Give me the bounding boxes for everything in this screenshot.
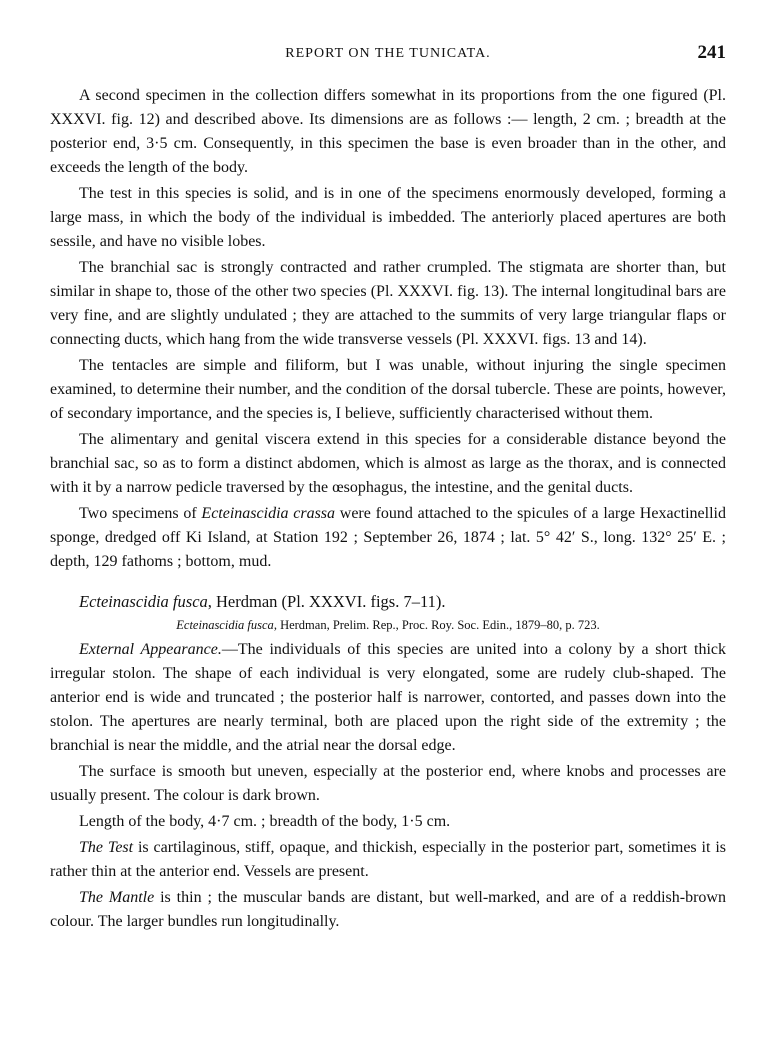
- description-paragraph: [50, 760, 726, 808]
- paragraph: The branchial sac is strongly contracted and rather crumpled. The stigmata are shorter than, but similar in shape to, those of the other two species (Pl. XXXVI. fig. 13). The internal longitudinal bars are very fine, and are slightly undulated ; they are attached to the summits of very large triangular flaps or connecting ducts, which hang from the wide transverse vessels (Pl. XXXVI. figs. 13 and 14).: [50, 259, 726, 348]
- section-label: The Test: [79, 839, 134, 856]
- description-text: is thin ; the muscular bands are distant, but well-marked, and are of a reddish-brown colour. The larger bundles run longitudinally.: [50, 889, 726, 930]
- running-title: REPORT ON THE TUNICATA.: [285, 46, 491, 61]
- species-heading: [79, 590, 726, 614]
- description-text: is cartilaginous, stiff, opaque, and thickish, especially in the posterior part, sometimes it is rather thin at the anterior end. Vessels are present.: [50, 839, 726, 880]
- page-header: [50, 40, 726, 68]
- description-paragraph: [50, 836, 726, 884]
- paragraph: The test in this species is solid, and is in one of the specimens enormously developed, forming a large mass, in which the body of the individual is imbedded. The anteriorly placed apertures are both sessile, and have no visible lobes.: [50, 185, 726, 250]
- section-label: The Mantle: [79, 889, 155, 906]
- species-heading-name: Ecteinascidia fusca: [79, 592, 208, 611]
- species-reference: [50, 616, 726, 634]
- section-label: External Appearance.: [79, 641, 222, 658]
- description-text: —The individuals of this species are united into a colony by a short thick irregular stolon. The shape of each individual is very elongated, some are rudely club-shaped. The anterior end is wide and truncated ; the posterior half is narrower, contorted, and passes down into the stolon. The apertures are nearly terminal, both are placed upon the right side of the extremity ; the branchial is near the middle, and the atrial near the dorsal edge.: [50, 641, 727, 754]
- description-paragraph: [50, 638, 726, 758]
- description-paragraph: [50, 886, 726, 934]
- page-number: 241: [697, 42, 726, 63]
- body-text: [50, 84, 726, 936]
- species-name: Ecteinascidia crassa: [201, 505, 336, 522]
- station-suffix: were found attached to the spicules of a large Hexactinellid sponge, dredged off Ki Island, at Station 192 ; September 26, 1874 ; lat. 5° 42′ S., long. 132° 25′ E. ; depth, 129 fathoms ; bottom, mud.: [50, 505, 726, 570]
- paragraph: The tentacles are simple and filiform, but I was unable, without injuring the single specimen examined, to determine their number, and the condition of the dorsal tubercle. These are points, however, of secondary importance, and the species is, I believe, sufficiently characterised without them.: [50, 357, 726, 422]
- species-reference-citation: , Herdman, Prelim. Rep., Proc. Roy. Soc. Edin., 1879–80, p. 723.: [273, 618, 600, 632]
- station-paragraph: [50, 502, 726, 574]
- paragraph: A second specimen in the collection differs somewhat in its proportions from the one figured (Pl. XXXVI. fig. 12) and described above. Its dimensions are as follows :— length, 2 cm. ; breadth at the posterior end, 3·5 cm. Consequently, in this specimen the base is even broader than in the other, and exceeds the length of the body.: [50, 87, 726, 176]
- description-paragraph: [50, 810, 726, 834]
- species-reference-name: Ecteinascidia fusca: [176, 618, 274, 632]
- station-prefix: Two specimens of: [79, 505, 202, 522]
- paragraph: The alimentary and genital viscera extend in this species for a considerable distance beyond the branchial sac, so as to form a distinct abdomen, which is almost as large as the thorax, and is connected with it by a narrow pedicle traversed by the œsophagus, the intestine, and the genital ducts.: [50, 431, 726, 496]
- description-text: Length of the body, 4·7 cm. ; breadth of the body, 1·5 cm.: [79, 813, 451, 830]
- species-heading-authority: , Herdman (Pl. XXXVI. figs. 7–11).: [207, 592, 446, 611]
- description-text: The surface is smooth but uneven, especially at the posterior end, where knobs and processes are usually present. The colour is dark brown.: [50, 763, 726, 804]
